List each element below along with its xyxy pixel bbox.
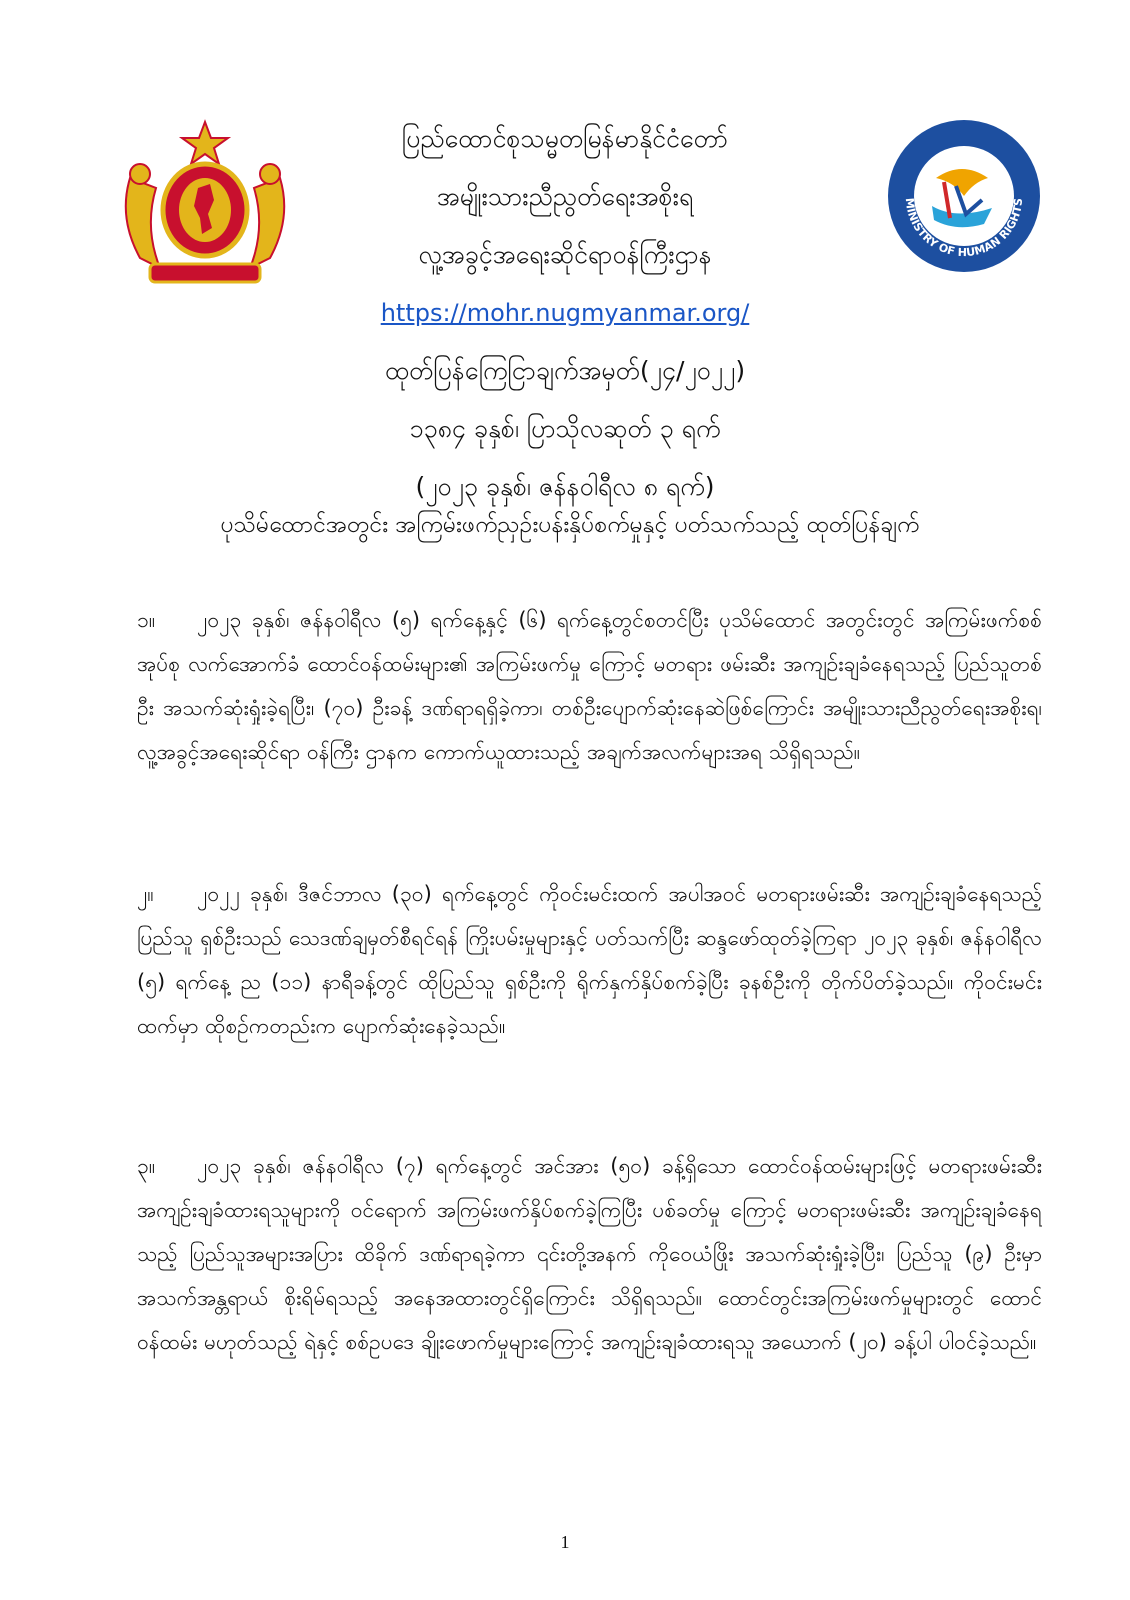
svg-text:MINISTRY OF HUMAN RIGHTS: MINISTRY OF HUMAN RIGHTS bbox=[902, 197, 1026, 260]
paragraph-text: ၂၀၂၂ ခုနှစ်၊ ဒီဇင်ဘာလ (၃၀) ရက်နေ့တွင် ကိုဝင်းမင်းထက် အပါအဝင် မတရားဖမ်းဆီး အကျဉ်းချခံနေရသည့် ပြည်သူ ရှစ်ဦးသည် သေဒဏ်ချမှတ်စီရင်ရန် ကြိုးပမ်းမှုများနှင့် ပတ်သက်ပြီး ဆန္ဒဖော်ထုတ်ခဲ့ကြရာ ၂၀၂၃ ခုနှစ်၊ ဇန်နဝါရီလ (၅) ရက်နေ့ ည (၁၁) နာရီခန့်တွင် ထိုပြည်သူ ရှစ်ဦးကို ရိုက်နှက်နှိပ်စက်ခဲ့ပြီး ခုနစ်ဦးကို တိုက်ပိတ်ခဲ့သည်။ ကိုဝင်းမင်းထက်မှာ ထိုစဉ်ကတည်းက ပျောက်ဆုံးနေခဲ့သည်။ bbox=[137, 882, 1042, 1038]
ministry-name: လူ့အခွင့်အရေးဆိုင်ရာဝန်ကြီးဌာန bbox=[418, 240, 712, 269]
paragraph-text: ၂၀၂၃ ခုနှစ်၊ ဇန်နဝါရီလ (၇) ရက်နေ့တွင် အင်အား (၅၀) ခန့်ရှိသော ထောင်ဝန်ထမ်းများဖြင့် မတရားဖမ်းဆီး အကျဉ်းချခံထားရသူများကို ဝင်ရောက် အကြမ်းဖက်နှိပ်စက်ခဲ့ကြပြီး ပစ်ခတ်မှု ကြောင့် မတရားဖမ်းဆီး အကျဉ်းချခံနေရသည့် ပြည်သူအများအပြား ထိခိုက် ဒဏ်ရာရခဲ့ကာ ၎င်းတို့အနက် ကိုဝေယံဖြိုး အသက်ဆုံးရှုံးခဲ့ပြီး၊ ပြည်သူ (၉) ဦးမှာ အသက်အန္တရာယ် စိုးရိမ်ရသည့် အနေအထားတွင်ရှိကြောင်း သိရှိရသည်။ ထောင်တွင်းအကြမ်းဖက်မှုများတွင် ထောင်ဝန်ထမ်း မဟုတ်သည့် ရဲနှင့် စစ်ဥပဒေ ချိုးဖောက်မှုများကြောင့် အကျဉ်းချခံထားရသူ အယောက် (၂၀) ခန့်ပါ ပါဝင်ခဲ့သည်။ bbox=[137, 1154, 1042, 1354]
state-seal-icon bbox=[110, 118, 300, 288]
statement-number: ထုတ်ပြန်ကြေငြာချက်အမှတ်(၂၄/၂၀၂၂) bbox=[384, 356, 746, 385]
ministry-logo-icon bbox=[884, 116, 1044, 276]
paragraph-number: ၃။ bbox=[137, 1154, 156, 1178]
letterhead bbox=[300, 110, 830, 516]
page-number: 1 bbox=[560, 1532, 570, 1552]
country-name: ပြည်ထောင်စုသမ္မတမြန်မာနိုင်ငံတော် bbox=[401, 124, 729, 153]
paragraph-1 bbox=[137, 598, 1042, 823]
paragraph-text: ၂၀၂၃ ခုနှစ်၊ ဇန်နဝါရီလ (၅) ရက်နေ့နှင့် (၆) ရက်နေ့တွင်စတင်ပြီး ပုသိမ်ထောင် အတွင်းတွင် အကြမ်းဖက်စစ်အုပ်စု လက်အောက်ခံ ထောင်ဝန်ထမ်းများ၏ အကြမ်းဖက်မှု ကြောင့် မတရား ဖမ်းဆီး အကျဉ်းချခံနေရသည့် ပြည်သူတစ်ဦး အသက်ဆုံးရှုံးခဲ့ရပြီး၊ (၇၀) ဦးခန့် ဒဏ်ရာရရှိခဲ့ကာ၊ တစ်ဦးပျောက်ဆုံးနေဆဲဖြစ်ကြောင်း အမျိုးသားညီညွတ်ရေးအစိုးရ၊ လူ့အခွင့်အရေးဆိုင်ရာ ဝန်ကြီး ဌာနက ကောက်ယူထားသည့် အချက်အလက်များအရ သိရှိရသည်။ bbox=[137, 608, 1042, 764]
statement-subject: ပုသိမ်ထောင်အတွင်း အကြမ်းဖက်ညှဉ်းပန်းနှိပ်စက်မှုနှင့် ပတ်သက်သည့် ထုတ်ပြန်ချက် bbox=[220, 512, 920, 538]
paragraph-3 bbox=[137, 1144, 1042, 1464]
date-myanmar-calendar: ၁၃၈၄ ခုနှစ်၊ ပြာသိုလဆုတ် ၃ ရက် bbox=[409, 414, 721, 443]
website-link[interactable]: https://mohr.nugmyanmar.org/ bbox=[380, 299, 750, 327]
paragraph-number: ၁။ bbox=[137, 608, 156, 632]
government-name: အမျိုးသားညီညွတ်ရေးအစိုးရ bbox=[436, 182, 694, 211]
paragraph-number: ၂။ bbox=[137, 882, 154, 906]
paragraph-2 bbox=[137, 872, 1042, 1097]
date-gregorian: (၂၀၂၃ ခုနှစ်၊ ဇန်နဝါရီလ ၈ ရက်) bbox=[415, 472, 715, 501]
